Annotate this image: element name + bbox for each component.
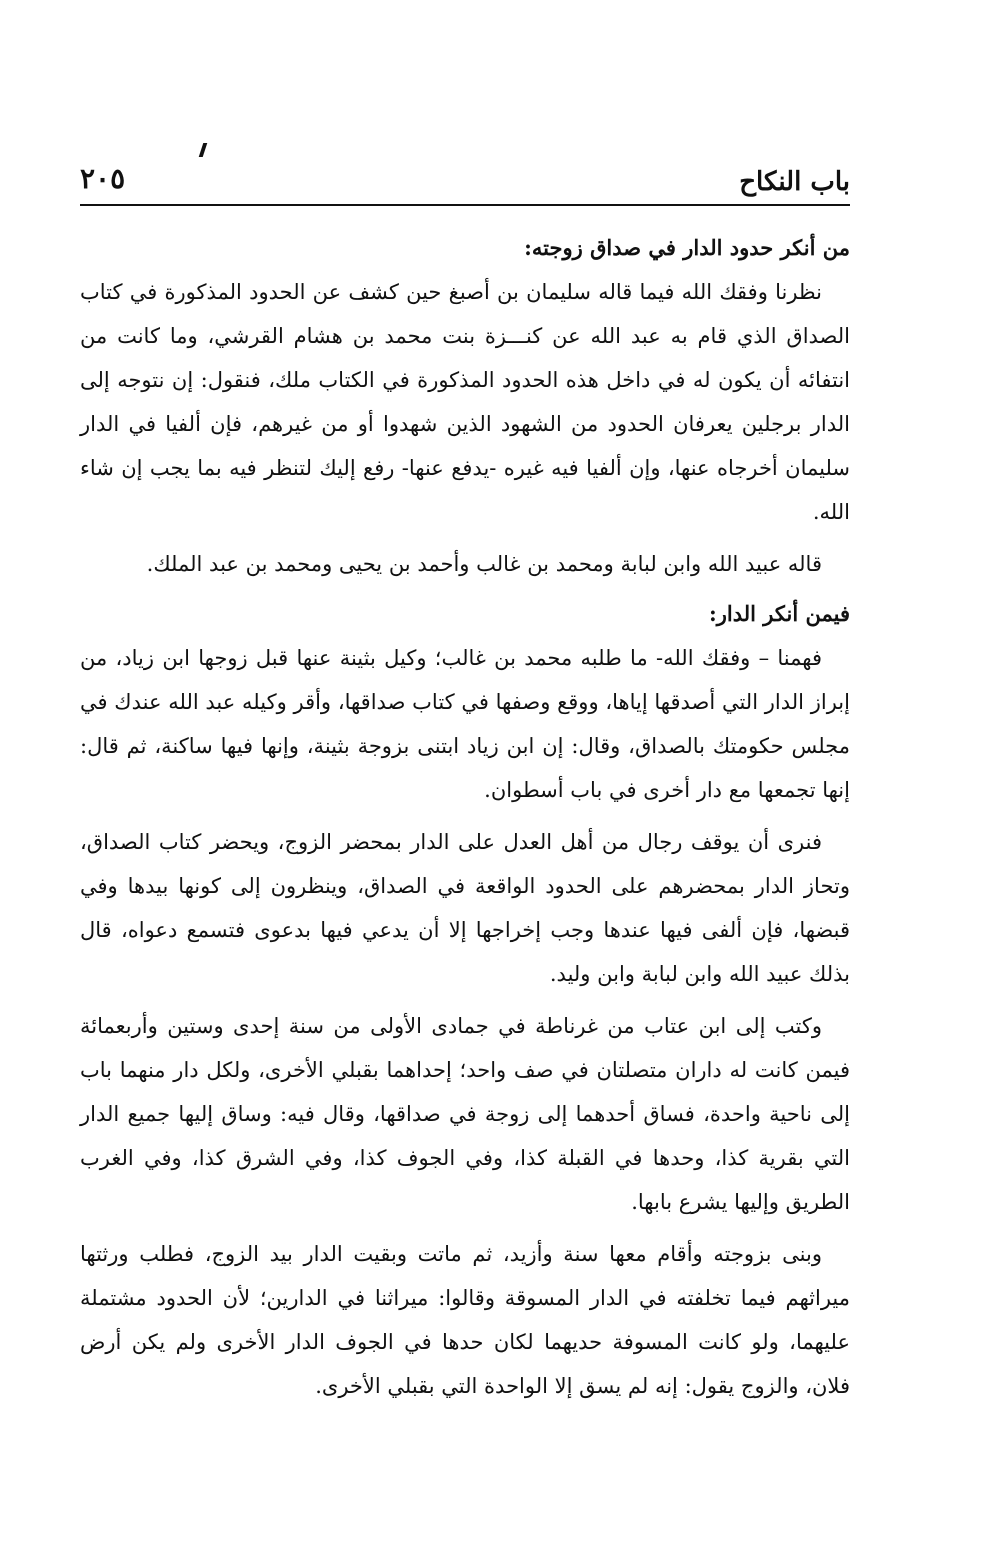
chapter-title: باب النكاح [739, 167, 850, 197]
paragraph: نظرنا وفقك الله فيما قاله سليمان بن أصبغ حين كشف عن الحدود المذكورة في كتاب الصداق الذي قام به عبد الله عن كنـــزة بنت محمد بن هشام القرشي، وما كانت من انتفائه أن يكون له في داخل هذه الحدود المذكورة في الكتاب ملك، فنقول: إن نتوجه إلى الدار برجلين يعرفان الحدود من الشهود الذين شهدوا أو من غيرهم، فإن ألفيا في الدار سليمان أخرجاه عنها، وإن ألفيا فيه غيره -يدفع عنها- رفع إليك لتنظر فيه بما يجب إن شاء الله. [80, 280, 851, 524]
paragraph: فهمنا – وفقك الله- ما طلبه محمد بن غالب؛ وكيل بثينة عنها قبل زوجها ابن زياد، من إبراز الدار التي أصدقها إياها، ووقع وصفها في كتاب صداقها، وأقر وكيله عبد الله عندك في مجلس حكومتك بالصداق، وقال: إن ابن زياد ابتنى بزوجة بثينة، وإنها فيها ساكنة، ثم قال: إنها تجمعها مع دار أخرى في باب أسطوان. [80, 646, 850, 802]
paragraph: فنرى أن يوقف رجال من أهل العدل على الدار بمحضر الزوج، ويحضر كتاب الصداق، وتحاز الدار بمحضرهم على الحدود الواقعة في الصداق، وينظرون إلى كونها بيدها وفي قبضها، فإن ألفى فيها عندها وجب إخراجها إلا أن يدعي فيها بدعوى فتسمع دعواه، قال بذلك عبيد الله وابن لبابة وابن وليد. [80, 830, 850, 986]
running-header [80, 162, 850, 208]
ink-mark [199, 143, 208, 157]
page-number: ٢٠٥ [80, 162, 126, 195]
page-body [80, 226, 850, 1408]
paragraph: قاله عبيد الله وابن لبابة ومحمد بن غالب وأحمد بن يحيى ومحمد بن عبد الملك. [146, 552, 822, 576]
section-heading-disputed-boundaries: من أنكر حدود الدار في صداق زوجته: [524, 235, 850, 260]
header-rule [80, 204, 850, 206]
paragraph: وبنى بزوجته وأقام معها سنة وأزيد، ثم ماتت وبقيت الدار بيد الزوج، فطلب ورثتها ميراثهم فيما تخلفته في الدار المسوقة وقالوا: ميراثنا في الدارين؛ لأن الحدود مشتملة عليهما، ولو كانت المسوفة حديهما لكان حدها في الجوف الدار الأخرى ولم يكن أرض فلان، والزوج يقول: إنه لم يسق إلا الواحدة التي بقبلي الأخرى. [80, 1242, 850, 1398]
paragraph: وكتب إلى ابن عتاب من غرناطة في جمادى الأولى من سنة إحدى وستين وأربعمائة فيمن كانت له داران متصلتان في صف واحد؛ إحداهما بقبلي الأخرى، ولكل دار منهما باب إلى ناحية واحدة، فساق أحدهما إلى زوجة في صداقها، وقال فيه: وساق إليها جميع الدار التي بقرية كذا، وحدها في القبلة كذا، وفي الجوف كذا، وفي الشرق كذا، وفي الغرب الطريق وإليها يشرع بابها. [80, 1014, 850, 1214]
section-heading-denied-house: فيمن أنكر الدار: [709, 601, 850, 626]
